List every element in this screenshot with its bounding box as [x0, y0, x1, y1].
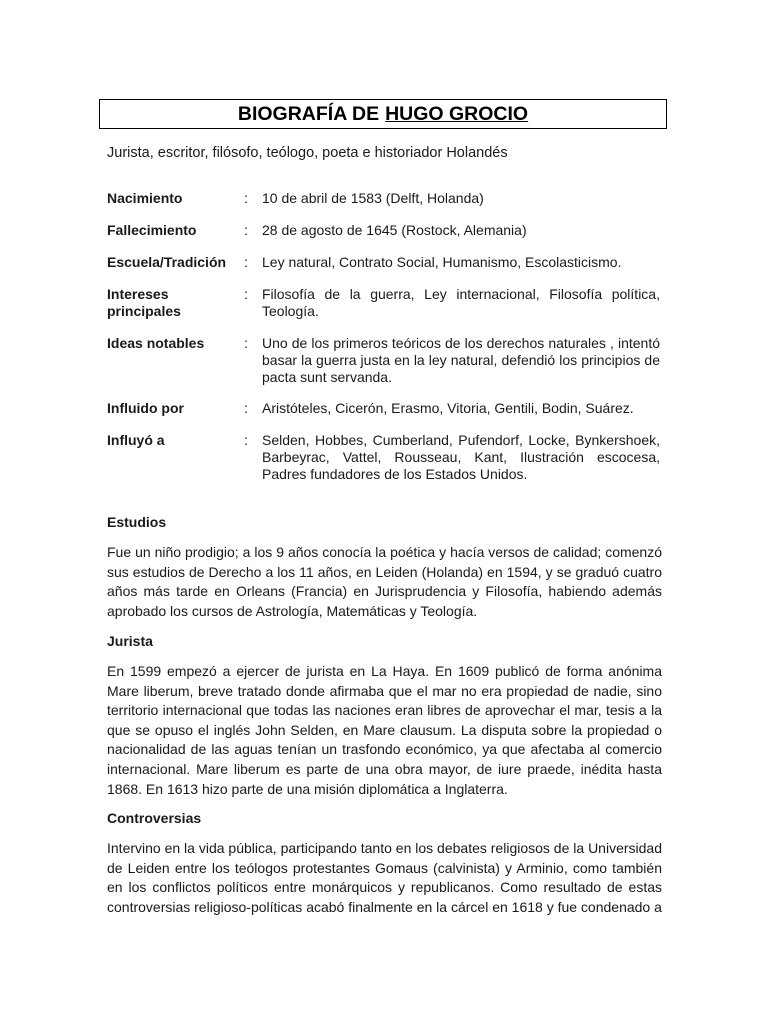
subtitle: Jurista, escritor, filósofo, teólogo, poeta e historiador Holandés — [107, 145, 508, 161]
fact-colon: : — [244, 254, 248, 270]
fact-colon: : — [244, 286, 248, 302]
fact-label: Fallecimiento — [107, 222, 197, 238]
fact-label: Influido por — [107, 400, 184, 416]
fact-colon: : — [244, 335, 248, 351]
fact-label: Ideas notables — [107, 335, 205, 351]
fact-value: 10 de abril de 1583 (Delft, Holanda) — [262, 190, 484, 206]
fact-value: Selden, Hobbes, Cumberland, Pufendorf, Locke, Bynkershoek, Barbeyrac, Vattel, Rousseau, Kant, Ilustración escocesa, Padres fundadores de los Estados Unidos. — [262, 432, 660, 482]
section-text-controversias: Intervino en la vida pública, participando tanto en los debates religiosos de la Universidad de Leiden entre los teólogos protestantes Gomaus (calvinista) y Arminio, como también en los conflictos políticos entre monárquicos y republicanos. Como resultado de estas controversias religioso-políticas acabó finalmente en la cárcel en 1618 y fue condenado a — [107, 840, 662, 915]
fact-colon: : — [244, 400, 248, 416]
fact-label: Escuela/Tradición — [107, 254, 227, 270]
fact-colon: : — [244, 190, 248, 206]
fact-value: 28 de agosto de 1645 (Rostock, Alemania) — [262, 222, 527, 238]
document-title — [99, 99, 667, 129]
fact-label: Intereses principales — [107, 286, 181, 319]
fact-value: Aristóteles, Cicerón, Erasmo, Vitoria, Gentili, Bodin, Suárez. — [262, 400, 634, 416]
title-prefix: BIOGRAFÍA DE — [237, 102, 380, 125]
fact-colon: : — [244, 432, 248, 448]
fact-value: Uno de los primeros teóricos de los derechos naturales , intentó basar la guerra justa en la ley natural, defendió los principios de pacta sunt servanda. — [262, 335, 660, 385]
section-text-jurista: En 1599 empezó a ejercer de jurista en La Haya. En 1609 publicó de forma anónima Mare liberum, breve tratado donde afirmaba que el mar no era propiedad de nadie, sino territorio internacional que todas las naciones eran libres de aprovechar el mar, tesis a la que se opuso el inglés John Selden, en Mare clausum. La disputa sobre la propiedad o nacionalidad de las aguas tenían un trasfondo económico, ya que afectaba al comercio internacional. Mare liberum es parte de una obra mayor, de iure praede, inédita hasta 1868. En 1613 hizo parte de una misión diplomática a Inglaterra. — [107, 663, 662, 797]
fact-value: Filosofía de la guerra, Ley internacional, Filosofía política, Teología. — [262, 286, 660, 319]
fact-colon: : — [244, 222, 248, 238]
title-name: HUGO GROCIO — [385, 102, 529, 125]
section-heading-estudios: Estudios — [107, 514, 167, 530]
section-heading-jurista: Jurista — [107, 633, 153, 649]
fact-value: Ley natural, Contrato Social, Humanismo, Escolasticismo. — [262, 254, 622, 270]
fact-label: Influyó a — [107, 432, 165, 448]
section-heading-controversias: Controversias — [107, 810, 202, 826]
section-text-estudios: Fue un niño prodigio; a los 9 años conocía la poética y hacía versos de calidad; comenzó sus estudios de Derecho a los 11 años, en Leiden (Holanda) en 1594, y se graduó cuatro años más tarde en Orleans (Francia) en Jurisprudencia y Filosofía, habiendo además aprobado los cursos de Astrología, Matemáticas y Teología. — [107, 544, 662, 619]
fact-label: Nacimiento — [107, 190, 183, 206]
